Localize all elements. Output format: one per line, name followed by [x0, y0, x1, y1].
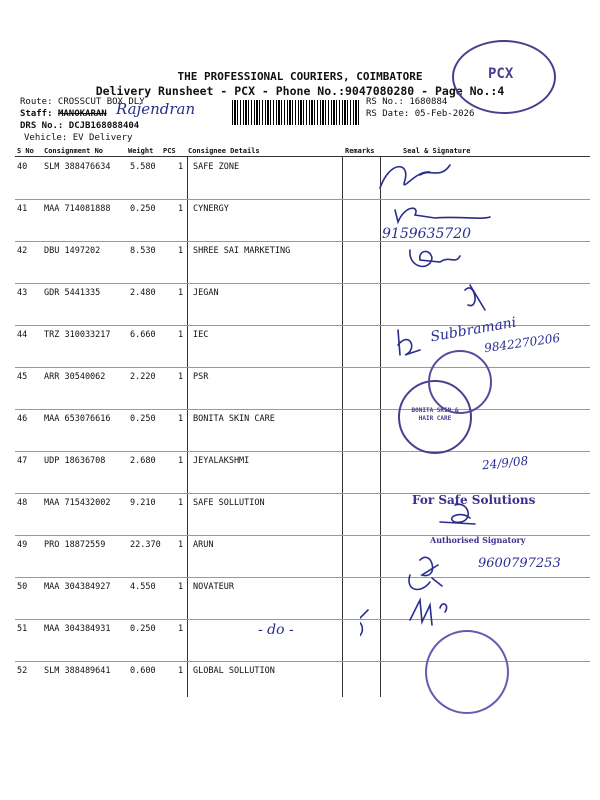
pcx-stamp-text: PCX	[488, 66, 514, 82]
row-consignee: JEGAN	[193, 288, 219, 298]
col-seal: Seal & Signature	[403, 147, 471, 155]
barcode	[232, 100, 360, 125]
row-weight: 0.250	[130, 204, 156, 214]
row-consignment: MAA 653076616	[44, 414, 111, 424]
row-consignee: SAFE SOLLUTION	[193, 498, 265, 508]
row-consignee: IEC	[193, 330, 209, 340]
row-sno: 51	[17, 624, 28, 634]
col-remarks: Remarks	[345, 147, 375, 155]
authorised-signatory-stamp: Authorised Signatory	[430, 535, 526, 545]
signature-51	[360, 610, 368, 638]
row-sno: 50	[17, 582, 28, 592]
row-sno: 47	[17, 456, 28, 466]
row-consignee: PSR	[193, 372, 209, 382]
row-sno: 52	[17, 666, 28, 676]
round-stamp-45	[428, 350, 492, 414]
col-consignment: Consignment No	[44, 147, 104, 155]
row-weight: 8.530	[130, 246, 156, 256]
row-consignee: BONITA SKIN CARE	[193, 414, 275, 424]
name-44: Subbramani	[429, 314, 518, 346]
row-consignee: ARUN	[193, 540, 214, 550]
row-consignment: DBU 1497202	[44, 246, 101, 256]
phone-49: 9600797253	[478, 556, 561, 571]
date-47: 24/9/08	[481, 453, 529, 473]
col-pcs: PCS	[163, 147, 176, 155]
row-pcs: 1	[178, 288, 184, 298]
drs-line	[20, 121, 139, 131]
route-text: Route: CROSSCUT BOX DLY	[20, 97, 145, 107]
col-weight: Weight	[128, 147, 154, 155]
row-sno: 44	[17, 330, 28, 340]
row-weight: 2.480	[130, 288, 156, 298]
col-consignee: Consignee Details	[188, 147, 260, 155]
row-consignment: SLM 388489641	[44, 666, 111, 676]
row-weight: 9.210	[130, 498, 156, 508]
row-sno: 41	[17, 204, 28, 214]
row-consignee: SHREE SAI MARKETING	[193, 246, 291, 256]
row-pcs: 1	[178, 204, 184, 214]
pcx-stamp	[452, 40, 556, 114]
row-consignee: NOVATEUR	[193, 582, 234, 592]
row-pcs: 1	[178, 498, 184, 508]
row-sno: 42	[17, 246, 28, 256]
row-consignment: SLM 388476634	[44, 162, 111, 172]
rs-date: RS Date: 05-Feb-2026	[366, 109, 475, 119]
row-weight: 0.600	[130, 666, 156, 676]
row-weight: 5.580	[130, 162, 156, 172]
row-consignment: UDP 18636708	[44, 456, 106, 466]
row-pcs: 1	[178, 414, 184, 424]
row-consignment: PRO 18872559	[44, 540, 106, 550]
row-consignment: TRZ 310033217	[44, 330, 111, 340]
row-sno: 48	[17, 498, 28, 508]
signature-47	[409, 575, 442, 589]
staff-line	[20, 109, 107, 119]
row-pcs: 1	[178, 624, 184, 634]
row-consignment: MAA 714081888	[44, 204, 111, 214]
row-weight: 2.680	[130, 456, 156, 466]
row-consignee: JEYALAKSHMI	[193, 456, 250, 466]
drs-label: DRS No.:	[20, 121, 64, 131]
row-weight: 4.550	[130, 582, 156, 592]
row-sno: 45	[17, 372, 28, 382]
round-stamp-52	[425, 630, 509, 714]
row-pcs: 1	[178, 666, 184, 676]
signature-50	[410, 600, 447, 625]
row-pcs: 1	[178, 456, 184, 466]
row-weight: 2.220	[130, 372, 156, 382]
row-weight: 0.250	[130, 624, 156, 634]
company-title: THE PROFESSIONAL COURIERS, COIMBATORE	[177, 70, 423, 83]
row-consignment: ARR 30540062	[44, 372, 106, 382]
drs-value: DCJB168088404	[68, 121, 140, 131]
row-weight: 6.660	[130, 330, 156, 340]
row-pcs: 1	[178, 330, 184, 340]
row-pcs: 1	[178, 246, 184, 256]
row-pcs: 1	[178, 162, 184, 172]
runsheet-subtitle: Delivery Runsheet - PCX - Phone No.:9047080280 - Page No.:4	[95, 84, 505, 98]
staff-struck: MANOKARAN	[57, 109, 107, 119]
phone-44: 9842270206	[483, 330, 561, 356]
row-sno: 49	[17, 540, 28, 550]
signature-44	[398, 330, 420, 355]
row-weight: 0.250	[130, 414, 156, 424]
row-consignment: MAA 304384927	[44, 582, 111, 592]
signature-49	[420, 557, 438, 575]
rs-no: RS No.: 1680884	[366, 97, 448, 107]
signature-40	[380, 165, 450, 188]
bonita-stamp-text: BONITA SKIN & HAIR CARE	[411, 407, 459, 422]
staff-handwritten: Rajendran	[116, 100, 196, 118]
signature-43	[465, 285, 485, 310]
row-pcs: 1	[178, 540, 184, 550]
ditto-51: - do -	[258, 622, 294, 638]
row-pcs: 1	[178, 372, 184, 382]
safe-solutions-stamp: For Safe Solutions	[412, 493, 536, 507]
row-sno: 43	[17, 288, 28, 298]
signature-42	[410, 250, 460, 266]
signature-41	[395, 208, 490, 222]
row-sno: 40	[17, 162, 28, 172]
phone-41: 9159635720	[382, 226, 472, 242]
row-pcs: 1	[178, 582, 184, 592]
row-consignee: SAFE ZONE	[193, 162, 240, 172]
row-consignment: GDR 5441335	[44, 288, 101, 298]
row-consignee: GLOBAL SOLLUTION	[193, 666, 275, 676]
col-sno: S No	[17, 147, 34, 155]
row-consignee: CYNERGY	[193, 204, 229, 214]
row-sno: 46	[17, 414, 28, 424]
vehicle-text: Vehicle: EV Delivery	[24, 133, 133, 143]
row-weight: 22.370	[130, 540, 161, 550]
row-consignment: MAA 304384931	[44, 624, 111, 634]
staff-label: Staff:	[20, 109, 53, 119]
signature-48	[440, 504, 475, 524]
row-consignment: MAA 715432002	[44, 498, 111, 508]
